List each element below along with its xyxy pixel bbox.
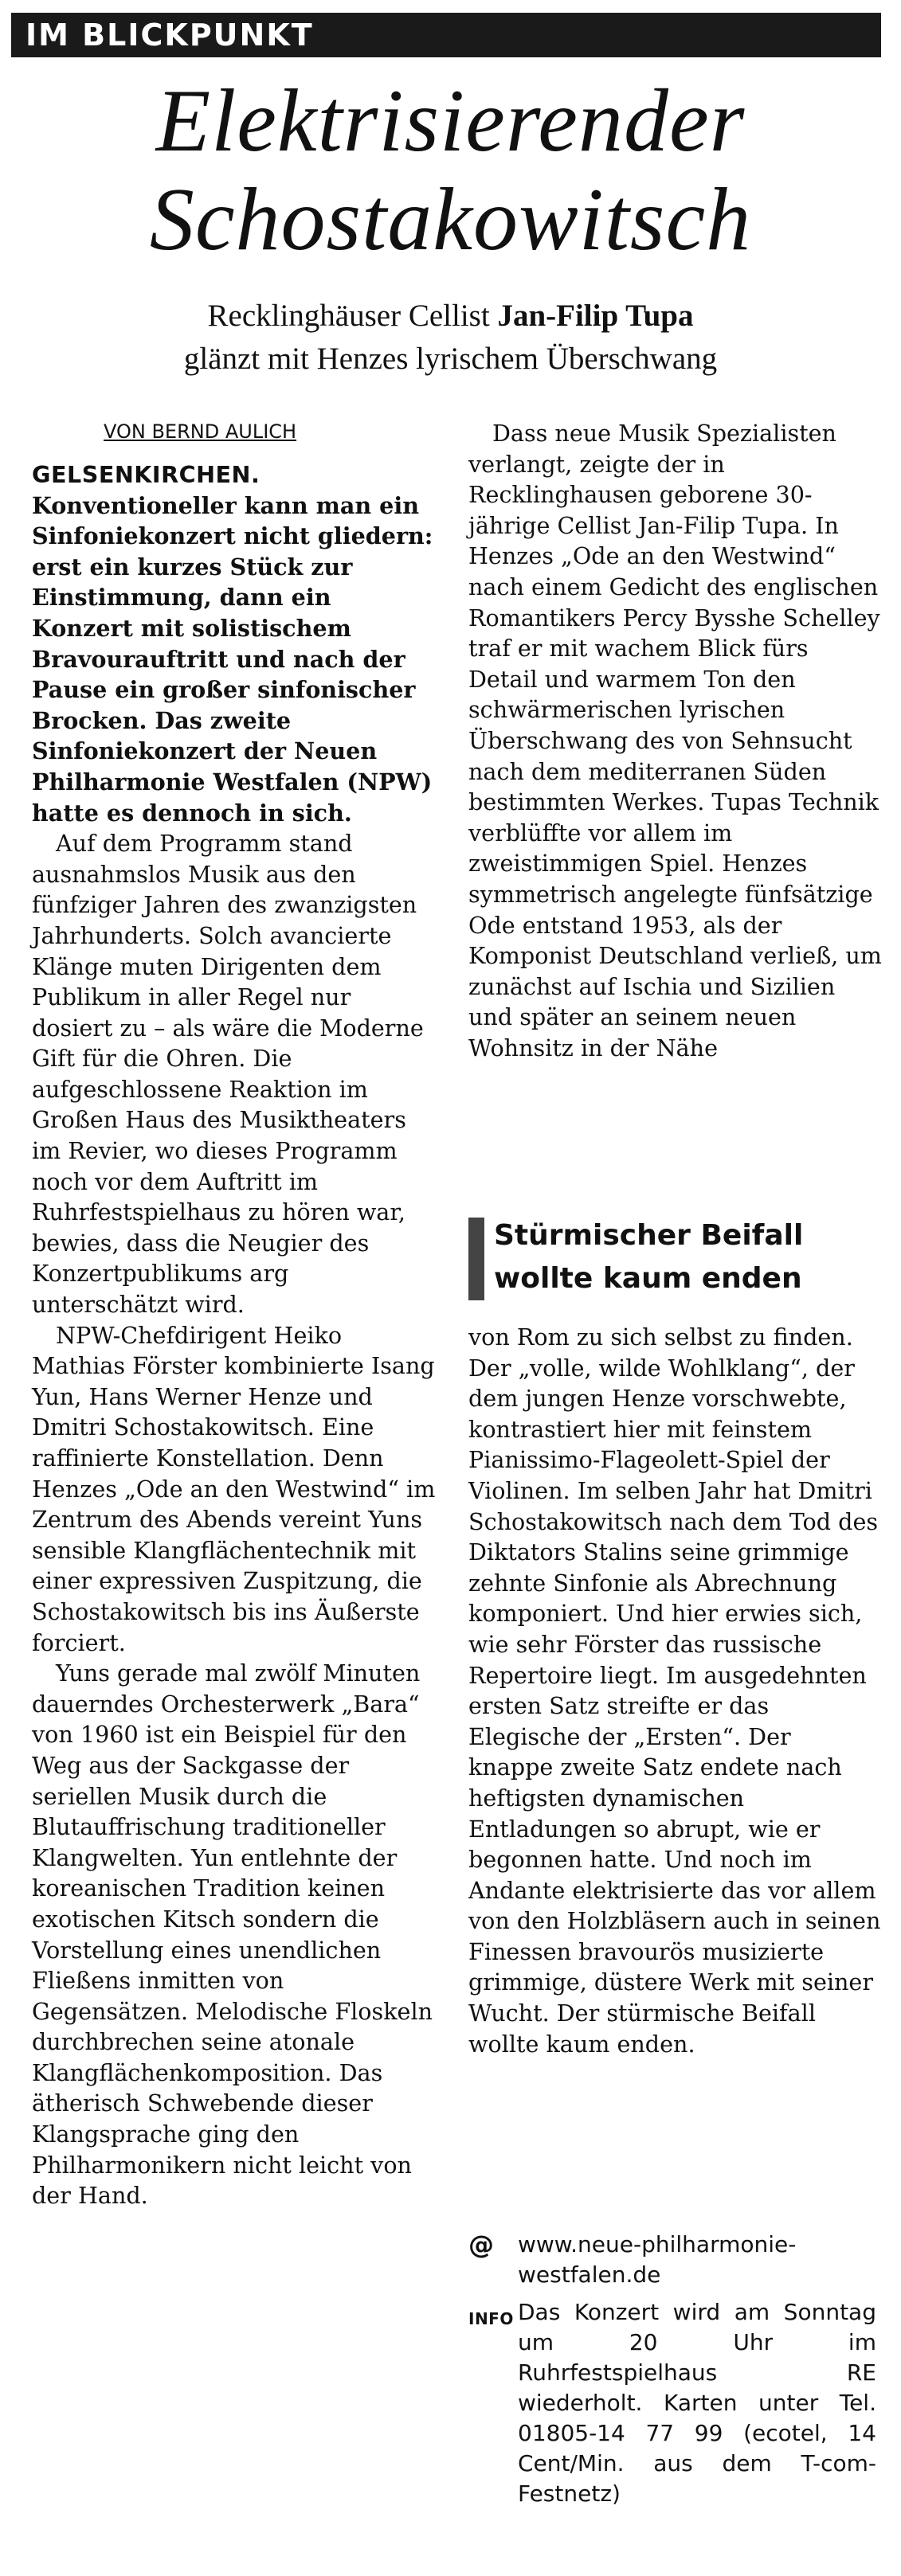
- headline-line-2: Schostakowitsch: [149, 170, 752, 269]
- subheadline-name: Jan-Filip Tupa: [497, 299, 694, 333]
- at-icon: @: [468, 2230, 494, 2260]
- headline-line-1: Elektrisierender: [155, 72, 746, 170]
- body-paragraph: NPW-Chefdirigent Heiko Mathias Förster kombinierte Isang Yun, Hans Werner Henze und Dmitri Schostakowitsch. Eine raffinierte Konstellation. Denn Henzes „Ode an den Westwind“ im Zentrum des Abends vereint Yuns sensible Klangflächentechnik mit einer expressiven Zuspitzung, die Schostakowitsch bis ins Äußerste forciert.: [32, 1321, 436, 1656]
- info-tag: INFO: [468, 2309, 514, 2328]
- website-link[interactable]: www.neue-philharmonie-westfalen.de: [518, 2231, 797, 2288]
- info-text: Das Konzert wird am Sonntag um 20 Uhr im Ruhrfestspielhaus RE wiederholt. Karten unter Tel. 01805-14 77 99 (ecotel, 14 Cent/Min. aus dem T-com-Festnetz): [518, 2299, 876, 2507]
- subhead-bar-decoration: [468, 1218, 484, 1300]
- column-left: [32, 418, 438, 2211]
- body-paragraph: von Rom zu sich selbst zu finden. Der „volle, wilde Wohlklang“, der dem jungen Henze vorschwebte, kontrastiert hier mit feinstem Pianissimo-Flageolett-Spiel der Violinen. Im selben Jahr hat Dmitri Schostakowitsch nach dem Tod des Diktators Stalins seine grimmige zehnte Sinfonie als Abrechnung komponiert. Und hier erwies sich, wie sehr Förster das russische Repertoire liegt. Im ausgedehnten ersten Satz streifte er das Elegische der „Ersten“. Der knappe zweite Satz endete nach heftigsten dynamischen Entladungen so abrupt, wie er begonnen hatte. Und noch im Andante elektrisierte das vor allem von den Holzbläsern auch in seinen Finessen bravourös musizierte grimmige, düstere Werk mit seiner Wucht. Der stürmische Beifall wollte kaum enden.: [468, 1323, 881, 2058]
- lead-paragraph: [32, 459, 438, 828]
- intermediate-headline-line-2: wollte kaum enden: [494, 1262, 802, 1295]
- subheadline-line-2: glänzt mit Henzes lyrischem Überschwang: [183, 342, 718, 376]
- section-rubric: IM BLICKPUNKT: [11, 13, 881, 57]
- body-paragraph: Dass neue Musik Spezialisten verlangt, zeigte der in Recklinghausen geborene 30-jährige Cellist Jan-Filip Tupa. In Henzes „Ode an den Westwind“ nach einem Gedicht des englischen Romantikers Percy Bysshe Schelley traf er mit wachem Blick fürs Detail und warmem Ton den schwärmerischen lyrischen Überschwang des von Sehnsucht nach dem mediterranen Süden bestimmten Werkes. Tupas Technik verblüffte vor allem im zweistimmigen Spiel. Henzes symmetrisch angelegte fünfsätzige Ode entstand 1953, als der Komponist Deutschland verließ, um zunächst auf Ischia und Sizilien und später an seinem neuen Wohnsitz in der Nähe: [468, 420, 882, 1061]
- intermediate-headline-line-1: Stürmischer Beifall: [494, 1219, 804, 1252]
- body-paragraph: Auf dem Programm stand ausnahmslos Musik aus den fünfziger Jahren des zwanzigsten Jahrhunderts. Solch avancierte Klänge muten Dirigenten dem Publikum in aller Regel nur dosiert zu – als wäre die Moderne Gift für die Ohren. Die aufgeschlossene Reaktion im Großen Haus des Musiktheaters im Revier, wo dieses Programm noch vor dem Auftritt im Ruhrfestspielhaus zu hören war, bewies, dass die Neugier des Konzertpublikums arg unterschätzt wird.: [32, 830, 424, 1319]
- subheadline: [0, 295, 901, 381]
- dateline: GELSENKIRCHEN.: [32, 461, 261, 488]
- intermediate-headline: [468, 1214, 883, 1304]
- lead-text: Konventioneller kann man ein Sinfoniekonzert nicht gliedern: erst ein kurzes Stück zur Einstimmung, dann ein Konzert mit solistischem Bravourauftritt und nach der Pause ein großer sinfonischer Brocken. Das zweite Sinfoniekonzert der Neuen Philharmonie Westfalen (NPW) hatte es dennoch in sich.: [32, 491, 433, 827]
- subheadline-line-1: [0, 295, 901, 338]
- subheadline-prefix: Recklinghäuser Cellist: [207, 299, 498, 333]
- intermediate-headline-text: [494, 1214, 876, 1300]
- headline: [0, 72, 901, 269]
- column-right-bottom: [468, 1322, 883, 2059]
- column-right-top: [468, 418, 883, 1063]
- body-paragraph: Yuns gerade mal zwölf Minuten dauerndes Orchesterwerk „Bara“ von 1960 ist ein Beispiel für den Weg aus der Sackgasse der seriellen Musik durch die Blutauffrischung traditioneller Klangwelten. Yun entlehnte der koreanischen Tradition keinen exotischen Kitsch sondern die Vorstellung eines unendlichen Fließens inmitten von Gegensätzen. Melodische Floskeln durchbrechen seine atonale Klangflächenkomposition. Das ätherisch Schwebende dieser Klangsprache ging den Philharmonikern nicht leicht von der Hand.: [32, 1659, 433, 2210]
- byline: VON BERND AULICH: [104, 420, 297, 443]
